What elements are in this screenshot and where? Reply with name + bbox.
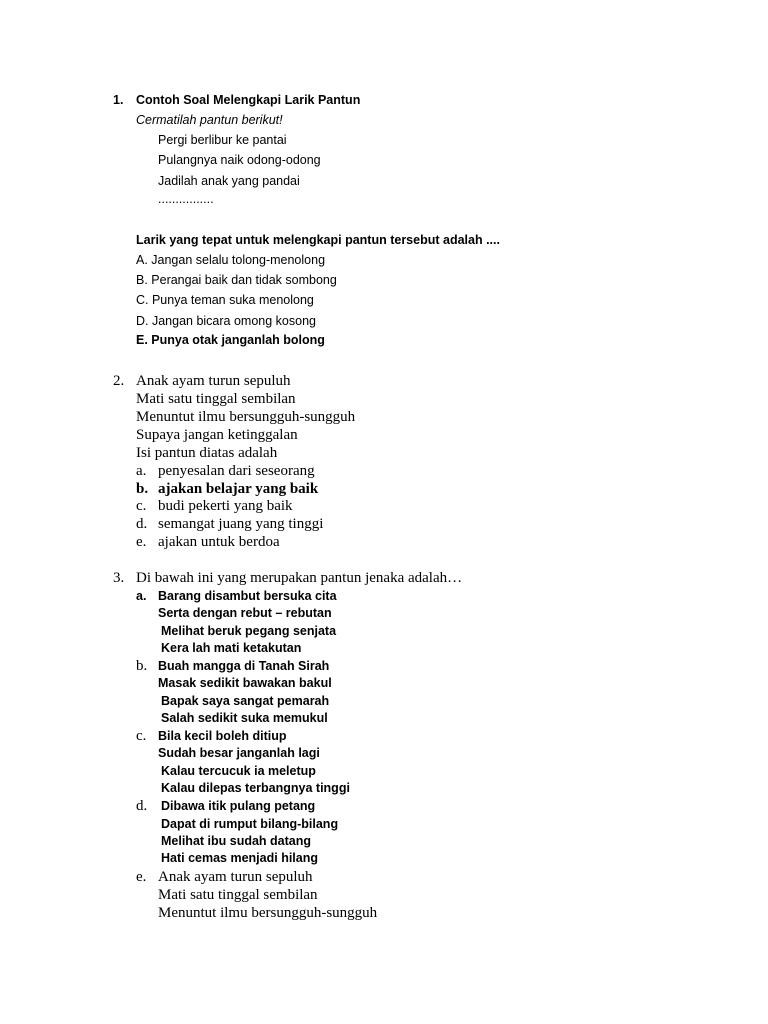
q1-line: Pergi berlibur ke pantai bbox=[158, 133, 287, 147]
q3-option-line: Bila kecil boleh ditiup bbox=[158, 729, 287, 743]
q1-line: Pulangnya naik odong-odong bbox=[158, 153, 321, 167]
q3-option-line: Buah mangga di Tanah Sirah bbox=[158, 659, 330, 673]
q3-option-line: Bapak saya sangat pemarah bbox=[161, 694, 330, 708]
q2-option-text: ajakan untuk berdoa bbox=[158, 534, 280, 550]
q3-option-line: Dapat di rumput bilang-bilang bbox=[161, 817, 339, 831]
q3-option-line: Hati cemas menjadi hilang bbox=[161, 851, 318, 865]
q3-option-line: Melihat ibu sudah datang bbox=[161, 834, 312, 848]
q2-line: Supaya jangan ketinggalan bbox=[136, 427, 298, 443]
q1-title: Contoh Soal Melengkapi Larik Pantun bbox=[136, 93, 361, 107]
q2-line: Menuntut ilmu bersungguh-sungguh bbox=[136, 409, 356, 425]
q2-question: Isi pantun diatas adalah bbox=[136, 445, 278, 461]
q3-option-line: Kalau dilepas terbangnya tinggi bbox=[161, 781, 350, 795]
q3-option-line: Menuntut ilmu bersungguh-sungguh bbox=[158, 905, 378, 921]
q1-line-blank: ................ bbox=[158, 192, 214, 206]
q3-option-line: Kera lah mati ketakutan bbox=[161, 641, 302, 655]
q3-option-line: Kalau tercucuk ia meletup bbox=[161, 764, 316, 778]
q3-option-line: Masak sedikit bawakan bakul bbox=[158, 676, 332, 690]
q3-option-letter: c. bbox=[136, 728, 147, 744]
q2-line: Mati satu tinggal sembilan bbox=[136, 391, 296, 407]
q3-option-letter: d. bbox=[136, 798, 148, 814]
q3-option-line: Barang disambut bersuka cita bbox=[158, 589, 337, 603]
q3-number: 3. bbox=[113, 570, 125, 586]
q3-option-line: Dibawa itik pulang petang bbox=[161, 799, 316, 813]
q2-number: 2. bbox=[113, 373, 125, 389]
q1-number: 1. bbox=[113, 93, 124, 107]
q3-question: Di bawah ini yang merupakan pantun jenaka adalah… bbox=[136, 570, 463, 586]
q3-option-letter: e. bbox=[136, 869, 147, 885]
q3-option-line: Salah sedikit suka memukul bbox=[161, 711, 328, 725]
q2-option-letter: a. bbox=[136, 463, 147, 479]
q2-option-text: penyesalan dari seseorang bbox=[158, 463, 315, 479]
q2-option-letter: c. bbox=[136, 498, 147, 514]
q2-option-text: semangat juang yang tinggi bbox=[158, 516, 324, 532]
q1-line: Jadilah anak yang pandai bbox=[158, 174, 300, 188]
q1-option-answer: E. Punya otak janganlah bolong bbox=[136, 333, 325, 347]
q1-option: B. Perangai baik dan tidak sombong bbox=[136, 273, 337, 287]
q2-option-text-answer: ajakan belajar yang baik bbox=[158, 481, 319, 497]
q2-line: Anak ayam turun sepuluh bbox=[136, 373, 291, 389]
q2-option-letter: e. bbox=[136, 534, 147, 550]
q3-option-line: Anak ayam turun sepuluh bbox=[158, 869, 313, 885]
q2-option-letter: b. bbox=[136, 481, 149, 497]
q3-option-letter: b. bbox=[136, 658, 148, 674]
q3-option-line: Melihat beruk pegang senjata bbox=[161, 624, 337, 638]
q1-option: A. Jangan selalu tolong-menolong bbox=[136, 253, 326, 267]
q1-option: C. Punya teman suka menolong bbox=[136, 293, 314, 307]
q3-option-line: Mati satu tinggal sembilan bbox=[158, 887, 318, 903]
q1-option: D. Jangan bicara omong kosong bbox=[136, 314, 316, 328]
q1-question: Larik yang tepat untuk melengkapi pantun tersebut adalah .... bbox=[136, 233, 500, 247]
q2-option-text: budi pekerti yang baik bbox=[158, 498, 293, 514]
q3-option-line: Sudah besar janganlah lagi bbox=[158, 746, 320, 760]
q1-instruction: Cermatilah pantun berikut! bbox=[136, 113, 283, 127]
q2-option-letter: d. bbox=[136, 516, 148, 532]
q3-option-letter: a. bbox=[136, 589, 147, 603]
q3-option-line: Serta dengan rebut – rebutan bbox=[158, 606, 332, 620]
